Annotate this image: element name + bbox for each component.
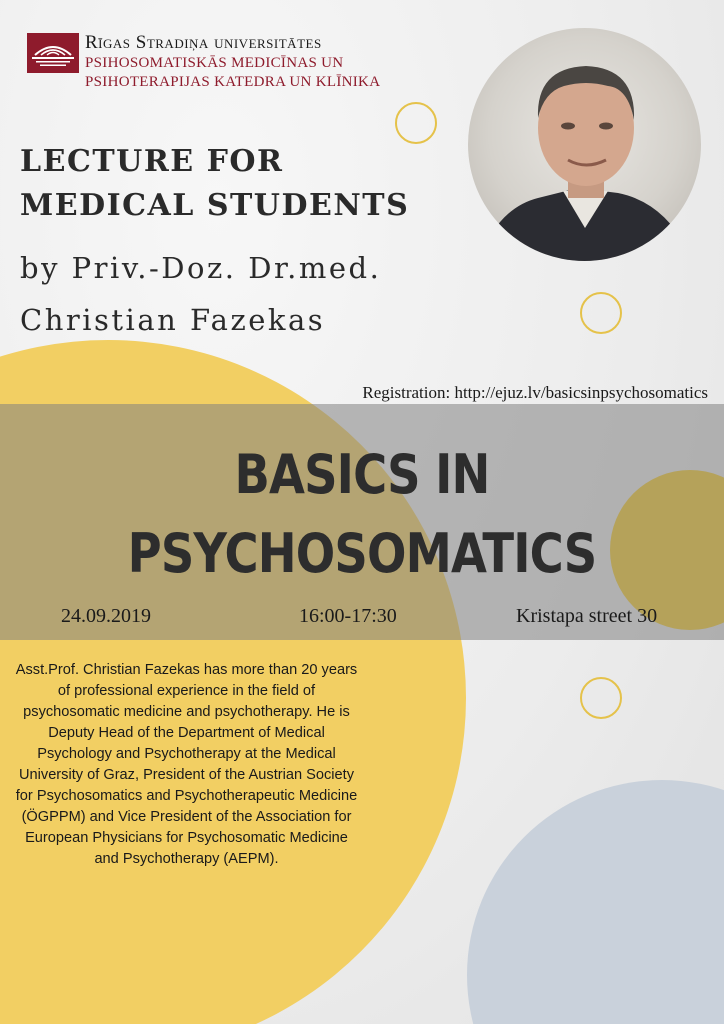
lecture-title-line-1: LECTURE FOR xyxy=(20,144,284,179)
ring-decoration-middle xyxy=(580,292,622,334)
ring-decoration-top xyxy=(395,102,437,144)
speaker-portrait-icon xyxy=(468,28,701,261)
main-title-line-1: BASICS IN xyxy=(234,443,490,506)
university-logo-icon xyxy=(27,33,79,73)
university-name: Rīgas Stradiņa universitātes xyxy=(85,32,322,53)
department-name xyxy=(85,54,380,92)
department-line-2: PSIHOTERAPIJAS KATEDRA UN KLĪNIKA xyxy=(85,74,381,90)
main-title xyxy=(51,435,674,593)
speaker-photo xyxy=(468,28,701,261)
lecture-title xyxy=(20,140,409,228)
speaker-line-1: by Priv.-Doz. Dr.med. xyxy=(20,251,382,285)
main-title-line-2: PSYCHOSOMATICS xyxy=(127,522,597,585)
lecture-title-line-2: MEDICAL STUDENTS xyxy=(20,188,410,223)
event-location: Kristapa street 30 xyxy=(516,605,658,627)
speaker-bio: Asst.Prof. Christian Fazekas has more than 20 years of professional experience in the field of psychosomatic medicine and psychotherapy. He is Deputy Head of the Department of Medical Psychology and Psychotherapy at the Medical University of Graz, President of the Austrian Society for Psychosomatics and Psychotherapeutic Medicine (ÖGPPM) and Vice President of the Association for European Physicians for Psychosomatic Medicine and Psychotherapy (AEPM). xyxy=(15,662,358,867)
department-line-1: PSIHOSOMATISKĀS MEDICĪNAS UN xyxy=(85,55,344,71)
event-time: 16:00-17:30 xyxy=(299,605,397,627)
speaker-line-2: Christian Fazekas xyxy=(20,303,326,337)
registration-link[interactable]: Registration: http://ejuz.lv/basicsinpsychosomatics xyxy=(362,383,708,402)
speaker-line xyxy=(20,242,381,346)
ring-decoration-bottom xyxy=(580,677,622,719)
event-date: 24.09.2019 xyxy=(61,605,151,627)
blue-circle-decoration xyxy=(467,780,724,1024)
